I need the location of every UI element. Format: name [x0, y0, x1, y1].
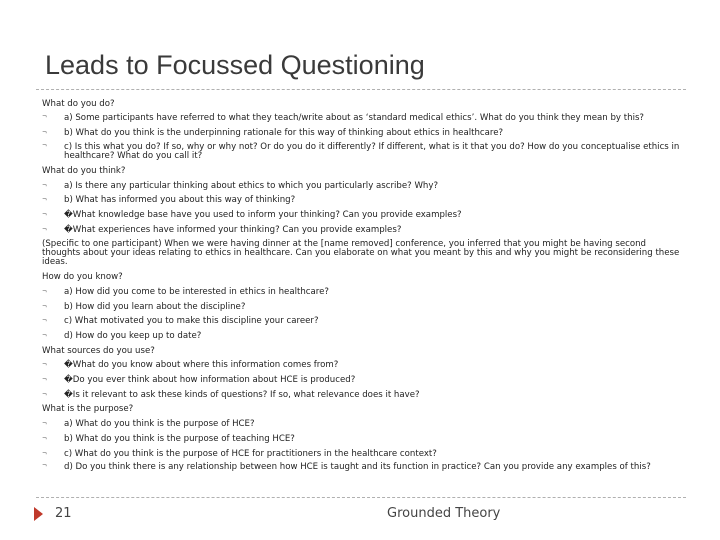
bullet-icon: ¬ — [42, 317, 48, 325]
list-item — [42, 461, 682, 475]
list-item-text: �What experiences have informed your thinking? Can you provide examples? — [64, 224, 402, 235]
list-item-text: d) Do you think there is any relationship between how HCE is taught and its function in practice? Can you provide any examples of this? — [64, 462, 651, 473]
bullet-icon: ¬ — [42, 390, 48, 398]
footer-arrow-icon — [34, 507, 43, 521]
bullet-icon: ¬ — [42, 462, 48, 470]
list-item — [42, 417, 682, 432]
list-item-text: b) What has informed you about this way of thinking? — [64, 195, 296, 206]
bullet-icon: ¬ — [42, 225, 48, 233]
list-item — [42, 193, 682, 208]
list-item — [42, 300, 682, 315]
footer-title: Grounded Theory — [387, 506, 501, 521]
bullet-icon: ¬ — [42, 211, 48, 219]
participant-note: (Specific to one participant) When we were having dinner at the [name removed] conference, you inferred that you might be having second thoughts about your ideas relating to ethics in healthcare. Can you elaborate on what you meant by this and why you might be reconsidering these ideas. — [42, 238, 680, 267]
slide-title: Leads to Focussed Questioning — [45, 50, 425, 80]
title-divider — [36, 89, 686, 90]
list-item — [42, 358, 682, 373]
list-item — [42, 447, 682, 462]
list-item-text: a) What do you think is the purpose of HCE? — [64, 419, 255, 430]
list-item — [42, 126, 682, 141]
list-item-text: a) Some participants have referred to what they teach/write about as ‘standard medical ethics’. What do you think they mean by this? — [64, 112, 644, 123]
list-item-text: a) Is there any particular thinking about ethics to which you particularly ascribe? Why? — [64, 180, 439, 191]
bullet-icon: ¬ — [42, 181, 48, 189]
list-item-text: b) How did you learn about the discipline? — [64, 301, 246, 312]
section-heading: What is the purpose? — [42, 404, 134, 415]
list-item-text: �What do you know about where this information comes from? — [64, 360, 339, 371]
list-item — [42, 223, 682, 238]
bullet-icon: ¬ — [42, 449, 48, 457]
slide-number: 21 — [55, 506, 72, 521]
list-item-text: c) What motivated you to make this discipline your career? — [64, 316, 319, 327]
list-item-text: b) What do you think is the purpose of teaching HCE? — [64, 433, 295, 444]
bullet-icon: ¬ — [42, 287, 48, 295]
footer-divider — [36, 497, 686, 498]
bullet-icon: ¬ — [42, 331, 48, 339]
list-item — [42, 285, 682, 300]
list-item-text: c) Is this what you do? If so, why or why not? Or do you do it differently? If different, what is it that you do? How do you conceptualise ethics in healthcare? What do you call it? — [64, 141, 680, 161]
list-item — [42, 179, 682, 194]
bullet-icon: ¬ — [42, 196, 48, 204]
list-item-text: b) What do you think is the underpinning rationale for this way of thinking about ethics in healthcare? — [64, 127, 504, 138]
list-item — [42, 141, 682, 164]
bullet-icon: ¬ — [42, 420, 48, 428]
list-item — [42, 329, 682, 344]
bullet-icon: ¬ — [42, 141, 48, 149]
list-item — [42, 388, 682, 403]
bullet-icon: ¬ — [42, 434, 48, 442]
section-heading: How do you know? — [42, 272, 123, 283]
bullet-icon: ¬ — [42, 112, 48, 120]
list-item-text: c) What do you think is the purpose of HCE for practitioners in the healthcare context? — [64, 448, 437, 459]
bullet-icon: ¬ — [42, 302, 48, 310]
list-item — [42, 373, 682, 388]
bullet-icon: ¬ — [42, 361, 48, 369]
list-item — [42, 208, 682, 223]
list-item-text: �What knowledge base have you used to inform your thinking? Can you provide examples? — [64, 210, 462, 221]
bullet-icon: ¬ — [42, 376, 48, 384]
section-heading: What sources do you use? — [42, 345, 155, 356]
slide-body — [42, 97, 682, 475]
list-item-text: d) How do you keep up to date? — [64, 330, 202, 341]
list-item — [42, 112, 682, 126]
list-item-text: �Is it relevant to ask these kinds of questions? If so, what relevance does it have? — [64, 389, 420, 400]
list-item — [42, 432, 682, 447]
bullet-icon: ¬ — [42, 128, 48, 136]
section-heading: What do you think? — [42, 166, 126, 177]
list-item-text: �Do you ever think about how information about HCE is produced? — [64, 375, 356, 386]
section-heading: What do you do? — [42, 99, 115, 109]
list-item — [42, 314, 682, 329]
list-item-text: a) How did you come to be interested in ethics in healthcare? — [64, 286, 329, 297]
